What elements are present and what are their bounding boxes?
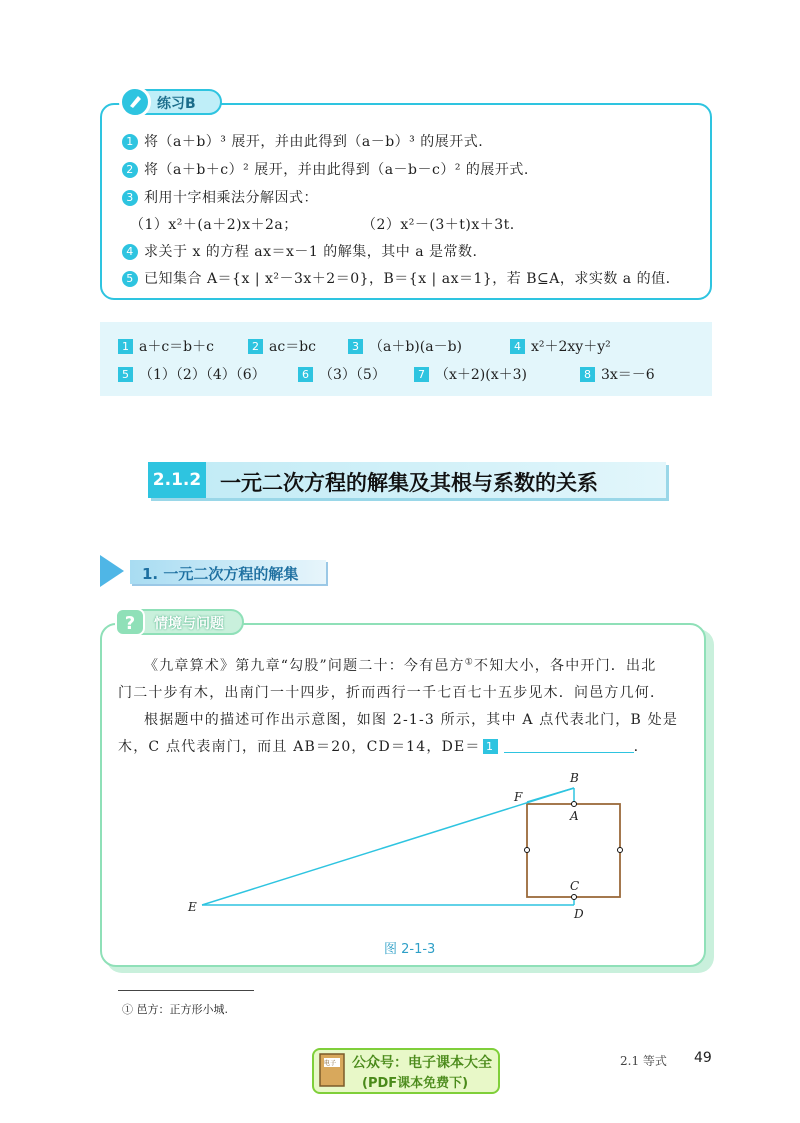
section-title: 一元二次方程的解集及其根与系数的关系 bbox=[220, 471, 598, 495]
segment-eb bbox=[202, 788, 574, 905]
label-a: A bbox=[570, 809, 579, 823]
answer-6 bbox=[298, 364, 386, 384]
wechat-line-2: (PDF课本免费下) bbox=[362, 1076, 469, 1091]
segment-fb bbox=[527, 788, 574, 802]
answer-number: 7 bbox=[414, 367, 429, 382]
label-c: C bbox=[570, 879, 580, 893]
answer-blank[interactable] bbox=[504, 738, 634, 753]
answer-text: （1）（2）（4）（6） bbox=[139, 367, 266, 383]
svg-text:?: ? bbox=[124, 613, 136, 634]
pencil-icon bbox=[119, 86, 151, 118]
exercise-item-3-part1: （1）x²＋(a＋2)x＋2a； bbox=[130, 217, 298, 233]
gate-east bbox=[618, 848, 623, 853]
footnote-mark: ① bbox=[464, 657, 474, 668]
label-e: E bbox=[188, 900, 197, 914]
situation-line-4 bbox=[118, 736, 639, 756]
item-number: 2 bbox=[122, 162, 138, 178]
blank-number: 1 bbox=[483, 739, 498, 754]
answer-text: （a＋b)(a－b) bbox=[369, 339, 463, 355]
item-number: 3 bbox=[122, 190, 138, 206]
footnote-rule bbox=[118, 990, 254, 991]
item-number: 5 bbox=[122, 271, 138, 287]
answer-text: 3x＝－6 bbox=[601, 367, 655, 383]
footer-section: 2.1 等式 bbox=[620, 1054, 667, 1068]
line-text: 不知大小，各中开门．出北 bbox=[474, 658, 657, 674]
footnote: ① 邑方：正方形小城. bbox=[122, 1003, 228, 1016]
answer-4 bbox=[510, 336, 611, 356]
label-f: F bbox=[514, 790, 523, 804]
situation-line-1 bbox=[144, 655, 656, 675]
item-text: 将（a＋b＋c）² 展开，并由此得到（a－b－c）² 的展开式. bbox=[144, 162, 529, 178]
answer-1 bbox=[118, 336, 214, 356]
answer-text: a＋c＝b＋c bbox=[139, 339, 214, 355]
item-number: 1 bbox=[122, 134, 138, 150]
item-text: 将（a＋b）³ 展开，并由此得到（a－b）³ 的展开式. bbox=[144, 134, 484, 150]
item-number: 4 bbox=[122, 244, 138, 260]
wechat-line-1: 公众号：电子课本大全 bbox=[352, 1055, 492, 1071]
answer-text: （3）（5） bbox=[319, 367, 386, 383]
exercise-item-4 bbox=[122, 241, 477, 261]
item-text: 求关于 x 的方程 ax＝x－1 的解集，其中 a 是常数. bbox=[144, 244, 478, 260]
item-text: 已知集合 A＝{x | x²－3x＋2＝0}，B＝{x | ax＝1}，若 B⊆A，求实数 a 的值. bbox=[144, 271, 671, 287]
exercise-item-2 bbox=[122, 159, 529, 179]
label-d: D bbox=[574, 907, 584, 921]
gate-west bbox=[525, 848, 530, 853]
answer-7 bbox=[414, 364, 527, 384]
gate-south bbox=[572, 895, 577, 900]
question-icon bbox=[114, 606, 148, 638]
answer-5 bbox=[118, 364, 266, 384]
answer-number: 6 bbox=[298, 367, 313, 382]
exercise-item-3 bbox=[122, 187, 318, 207]
page-number: 49 bbox=[694, 1050, 712, 1066]
answer-number: 8 bbox=[580, 367, 595, 382]
book-badge: 电子 bbox=[324, 1060, 337, 1067]
answer-number: 5 bbox=[118, 367, 133, 382]
figure-2-1-3 bbox=[180, 768, 640, 928]
answer-number: 1 bbox=[118, 339, 133, 354]
situation-title: 情境与问题 bbox=[154, 616, 224, 632]
section-number: 2.1.2 bbox=[148, 462, 206, 498]
figure-caption: 图 2-1-3 bbox=[384, 942, 436, 957]
answer-8 bbox=[580, 364, 655, 384]
answer-text: （x＋2)(x＋3) bbox=[435, 367, 527, 383]
exercise-item-5 bbox=[122, 268, 671, 288]
answer-number: 4 bbox=[510, 339, 525, 354]
situation-line-2: 门二十步有木，出南门一十四步，折而西行一千七百七十五步见木．问邑方几何． bbox=[118, 685, 666, 701]
answer-3 bbox=[348, 336, 462, 356]
gate-north bbox=[572, 802, 577, 807]
line-text: 《九章算术》第九章“勾股”问题二十：今有邑方 bbox=[144, 658, 465, 674]
answer-panel bbox=[100, 322, 712, 396]
subsection-title: 1. 一元二次方程的解集 bbox=[142, 565, 299, 583]
answer-text: ac＝bc bbox=[269, 339, 316, 355]
exercise-item-3-part2: （2）x²－(3＋t)x＋3t. bbox=[362, 217, 515, 233]
line-text: . bbox=[633, 739, 640, 755]
line-text: 木，C 点代表南门，而且 AB＝20，CD＝14，DE＝ bbox=[118, 739, 481, 755]
exercise-item-1 bbox=[122, 131, 483, 151]
answer-text: x²＋2xy＋y² bbox=[531, 339, 611, 355]
subsection-arrow bbox=[100, 555, 130, 587]
answer-number: 3 bbox=[348, 339, 363, 354]
answer-number: 2 bbox=[248, 339, 263, 354]
answer-2 bbox=[248, 336, 316, 356]
item-text: 利用十字相乘法分解因式： bbox=[144, 190, 318, 206]
book-icon bbox=[318, 1052, 348, 1090]
exercise-title: 练习B bbox=[157, 96, 196, 112]
label-b: B bbox=[570, 771, 579, 785]
situation-line-3: 根据题中的描述可作出示意图，如图 2-1-3 所示，其中 A 点代表北门，B 处是 bbox=[144, 712, 679, 728]
